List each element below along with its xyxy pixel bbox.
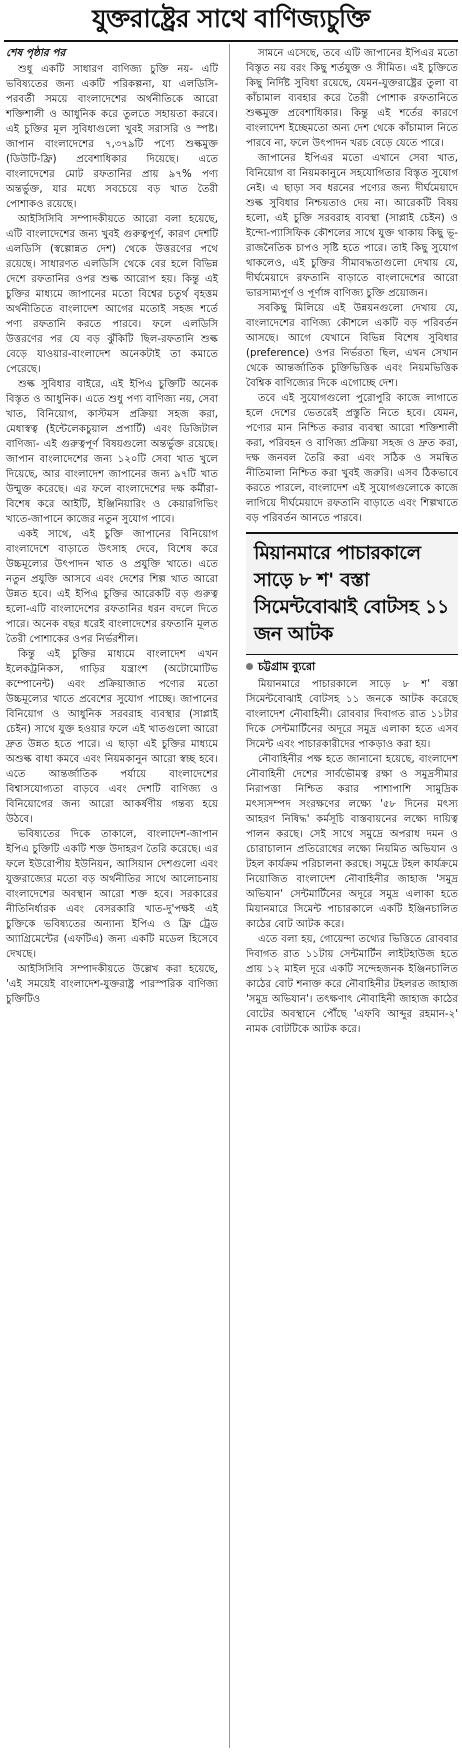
- story2-paragraph: মিয়ানমারে পাচারকালে সাড়ে ৮ শ' বস্তা সিমেন্টবোঝাই বোটসহ ১১ জনকে আটক করেছে বাংলাদেশ নৌবাহিনী। রোববার দিবাগত রাত ১১টার দিকে সেন্টমার্টিনের অদূরে সমুদ্র এলাকা হতে এসব সিমেন্ট এবং পাচারকারীদের পাকড়াও করা হয়।: [246, 679, 458, 750]
- story1-paragraph: একই সাথে, এই চুক্তি জাপানের বিনিয়োগ বাংলাদেশে বাড়াতে উৎসাহ দেবে, বিশেষ করে উচ্চমূল্যের উৎপাদন খাত ও প্রযুক্তি খাতে। এতে নতুন প্রযুক্তি আসবে এবং দেশের শিল্প খাত আরো উন্নত হবে। এই ইপিএ চুক্তির আরেকটি বড় গুরুত্ব হলো-এটি বাংলাদেশের রফতানির ধরন বদলে দিতে পারে। অনেক বছর ধরেই বাংলাদেশের রফতানি মূলত তৈরী পোশাকের ওপর নির্ভরশীল।: [6, 529, 218, 645]
- column-divider: [229, 44, 230, 1748]
- story1-paragraph: আইসিসিবি সম্পাদকীয়তে আরো বলা হয়েছে, এটি বাংলাদেশের জন্য খুবই গুরুত্বপূর্ণ, কারণ দেশটি এলডিসি (স্বল্পোন্নত দেশ) থেকে উত্তরণের পথে রয়েছে। সাধারণত এলডিসি থেকে বের হলে বিভিন্ন দেশে রফতানির ওপর শুল্ক আরোপ হয়। কিন্তু এই চুক্তির মাধ্যমে জাপানের মতো বিশ্বের চতুর্থ বৃহত্তম অর্থনীতিতে বাংলাদেশ আগের মতোই সহজ শর্তে পণ্য রফতানি করতে পারবে। ফলে এলডিসি উত্তরণের পর যে বড় ঝুঁকিটি ছিল-রফতানি শুল্ক বেড়ে যাওয়ার-বাংলাদেশ অনেকটাই তা কমাতে পেরেছে।: [6, 214, 218, 375]
- bullet-icon: [246, 663, 253, 670]
- story1-paragraph: কিন্তু এই চুক্তির মাধ্যমে বাংলাদেশ এখন ইলেকট্রনিকস, গাড়ির যন্ত্রাংশ (অটোমোটিভ কম্পোনেন্ট) এবং প্রক্রিয়াজাত পণ্যের মতো উচ্চমূল্যের খাতে প্রবেশের সুযোগ পাচ্ছে। জাপানের বিনিয়োগ ও আধুনিক সরবরাহ ব্যবস্থার (সাপ্লাই চেইন) সাথে যুক্ত হওয়ার ফলে এই খাতগুলো আরো দ্রুত উন্নত হতে পারে। এ ছাড়া এই চুক্তির মাধ্যমে অশুল্ক বাধা কমবে এবং নিয়মকানুন আরো স্বচ্ছ হবে। এতে আন্তর্জাতিক পর্যায়ে বাংলাদেশের বিশ্বাসযোগ্যতা বাড়বে এবং দেশটি বাণিজ্য ও বিনিয়োগের জন্য আরো আকর্ষণীয় গন্তব্য হয়ে উঠবে।: [6, 649, 218, 825]
- left-column: [6, 46, 218, 1007]
- story2-byline: [246, 659, 458, 674]
- headline-rule: [4, 40, 458, 42]
- story1-paragraph: তবে এই সুযোগগুলো পুরোপুরি কাজে লাগাতে হলে দেশের ভেতরেই প্রস্তুতি নিতে হবে। যেমন, পণ্যের মান নিশ্চিত করার ব্যবস্থা আরো শক্তিশালী করা, পরিবহন ও বাণিজ্য প্রক্রিয়া সহজ ও দ্রুত করা, দক্ষ জনবল তৈরি করা এবং সঠিক ও সমন্বিত নীতিমালা নিশ্চিত করা খুবই জরুরি। এসব ঠিকভাবে করতে পারলে, বাংলাদেশ এই সুযোগগুলোকে কাজে লাগিয়ে দীর্ঘমেয়াদে রফতানি বাড়াতে এবং শিল্পখাতে বড় পরিবর্তন আনতে পারবে।: [246, 393, 458, 524]
- story1-paragraph: সামনে এসেছে, তবে এটি জাপানের ইপিএর মতো বিস্তৃত নয় বরং কিছু শর্তযুক্ত ও সীমিত। এই চুক্তিতে কিছু নির্দিষ্ট সুবিধা রয়েছে, যেমন-যুক্তরাষ্ট্রের তুলা বা কাঁচামাল ব্যবহার করে তৈরী পোশাক রফতানিতে শুল্কমুক্ত প্রবেশাধিকার। কিন্তু এই শর্তের কারণে বাংলাদেশ ইচ্ছেমতো অন্য দেশ থেকে কাঁচামাল নিতে পারবে না, ফলে উৎপাদন খরচ বেড়ে যেতে পারে।: [246, 48, 458, 149]
- byline-text: চট্টগ্রাম ব্যুরো: [258, 660, 316, 673]
- story2-paragraph: এতে বলা হয়, গোয়েন্দা তথ্যের ভিত্তিতে রোববার দিবাগত রাত ১১টায় সেন্টমার্টিন লাইটহাউজ হতে প্রায় ১২ মাইল দূরে একটি সন্দেহজনক ইঞ্জিনচালিত কাঠের বোট শনাক্ত করে নৌবাহিনীর টহলরত জাহাজ 'সমুদ্র অভিযান'। তৎক্ষণাৎ নৌবাহিনী জাহাজ কাঠের বোটের অবস্থানে পৌঁছে 'এফবি আব্দুর রহমান-২' নামক বোটটিকে আটক করে।: [246, 934, 458, 1035]
- story2-paragraph: নৌবাহিনীর পক্ষ হতে জানানো হয়েছে, বাংলাদেশ নৌবাহিনী দেশের সার্বভৌমত্ব রক্ষা ও সমুদ্রসীমার নিরাপত্তা নিশ্চিত করার পাশাপাশি সামুদ্রিক মৎস্যসম্পদ সংরক্ষণের লক্ষ্যে '৫৮ দিনের মৎস্য আহরণ নিষিদ্ধ' কর্মসূচি বাস্তবায়নের লক্ষ্যে দায়িত্ব পালন করছে। সেই সাথে সমুদ্রে অপরাধ দমন ও চোরাচালান প্রতিরোধের লক্ষ্যে নিয়মিত অভিযান ও টহল কার্যক্রম পরিচালনা করছে। সমুদ্রে টহল কার্যক্রমে নিয়োজিত বাংলাদেশ নৌবাহিনীর জাহাজ 'সমুদ্র অভিযান' সেন্টমার্টিনের অদূরে সমুদ্র এলাকা হতে মিয়ানমারে সিমেন্ট পাচারকালে একটি ইঞ্জিনচালিত কাঠের বোট আটক করে।: [246, 754, 458, 930]
- page-headline: যুক্তরাষ্ট্রের সাথে বাণিজ্যচুক্তি: [92, 4, 370, 33]
- continued-kicker: শেষ পৃষ্ঠার পর: [6, 47, 66, 59]
- story1-paragraph: শুল্ক সুবিধার বাইরে, এই ইপিএ চুক্তিটি অনেক বিস্তৃত ও আধুনিক। এতে শুধু পণ্য বাণিজ্য নয়, সেবা খাত, বিনিয়োগ, কাস্টমস প্রক্রিয়া সহজ করা, মেধাস্বত্ব (ইন্টেলেকচুয়াল প্রপার্টি) এবং ডিজিটাল বাণিজ্য- এই গুরুত্বপূর্ণ বিষয়গুলো অন্তর্ভুক্ত রয়েছে। জাপান বাংলাদেশের জন্য ১২০টি সেবা খাত খুলে দিয়েছে, আর বাংলাদেশ জাপানের জন্য ৯৭টি খাত উন্মুক্ত করেছে। এর ফলে বাংলাদেশের দক্ষ কর্মীরা-বিশেষ করে আইটি, ইঞ্জিনিয়ারিং ও কেয়ারগিভিং খাতে-জাপানে কাজের নতুন সুযোগ পাবে।: [6, 379, 218, 525]
- story1-paragraph: আইসিসিবি সম্পাদকীয়তে উল্লেখ করা হয়েছে, 'এই সময়েই বাংলাদেশ-যুক্তরাষ্ট্র পারস্পরিক বাণিজ্য চুক্তিটিও: [6, 964, 218, 1005]
- story1-paragraph: সবকিছু মিলিয়ে এই উন্নয়নগুলো দেখায় যে, বাংলাদেশের বাণিজ্য কৌশলে একটি বড় পরিবর্তন আসছে। আগে যেখানে বিভিন্ন বিশেষ সুবিধার (preference) ওপর নির্ভরতা ছিল, এখন সেখান থেকে আন্তর্জাতিক চুক্তিভিত্তিক এবং নিয়মভিত্তিক বৈশ্বিক বাণিজ্যের দিকে এগোচ্ছে দেশ।: [246, 303, 458, 389]
- story1-paragraph: ভবিষ্যতের দিকে তাকালে, বাংলাদেশ-জাপান ইপিএ চুক্তিটি একটি শক্ত উদাহরণ তৈরি করেছে। এর ফলে ইউরোপীয় ইউনিয়ন, আসিয়ান দেশগুলো এবং যুক্তরাজ্যের মতো বড় অর্থনীতির সাথে আলোচনায় বাংলাদেশের অবস্থান আরো শক্ত হবে। সরকারের নীতিনির্ধারক এবং বেসরকারি খাত-দু'পক্ষই এই চুক্তিকে ভবিষ্যতের অন্যান্য ইপিএ ও ফ্রি ট্রেড অ্যাগ্রিমেন্টের (এফটিএ) জন্য একটি মডেল হিসেবে দেখছে।: [6, 829, 218, 960]
- story1-paragraph: জাপানের ইপিএর মতো এখানে সেবা খাত, বিনিয়োগ বা নিয়মকানুনে সহযোগিতার বিস্তৃত সুযোগ নেই। এ ছাড়া সব ধরনের পণ্যের জন্য দীর্ঘমেয়াদে শুল্ক সুবিধার নিশ্চয়তাও দেয় না। আরেকটি বিষয় হলো, এই চুক্তি সরবরাহ ব্যবস্থা (সাপ্লাই চেইন) ও ইন্দো-প্যাসিফিক কৌশলের সাথে যুক্ত থাকায় কিছু ভূ-রাজনৈতিক চাপও সৃষ্টি হতে পারে। তাই কিছু সুযোগ থাকলেও, এই চুক্তির সীমাবদ্ধতাগুলো দেখায় যে, দীর্ঘমেয়াদে রফতানি বাড়াতে বাংলাদেশের আরো ভারসাম্যপূর্ণ ও পূর্ণাঙ্গ বাণিজ্য চুক্তি প্রয়োজন।: [246, 153, 458, 299]
- story1-paragraph: শুধু একটি সাধারণ বাণিজ্য চুক্তি নয়- এটি ভবিষ্যতের জন্য একটি পরিকল্পনা, যা এলডিসি-পরবর্তী সময়ে বাংলাদেশের অর্থনীতিকে আরো শক্তিশালী ও আধুনিক করে তুলতে সহায়তা করবে। এই চুক্তির মূল সুবিধাগুলো খুবই সরাসরি ও স্পষ্ট। জাপান বাংলাদেশের ৭,৩৭৯টি পণ্যে শুল্কমুক্ত (ডিউটি-ফ্রি) প্রবেশাধিকার দিয়েছে। এতে বাংলাদেশের মোট রফতানির প্রায় ৯৭% পণ্য অন্তর্ভুক্ত, যার মধ্যে সবচেয়ে বড় খাত তৈরী পোশাকও রয়েছে।: [6, 64, 218, 210]
- right-column: [246, 46, 458, 1037]
- story2-headline: মিয়ানমারে পাচারকালে সাড়ে ৮ শ' বস্তা সিমেন্টবোঝাই বোটসহ ১১ জন আটক: [246, 532, 458, 655]
